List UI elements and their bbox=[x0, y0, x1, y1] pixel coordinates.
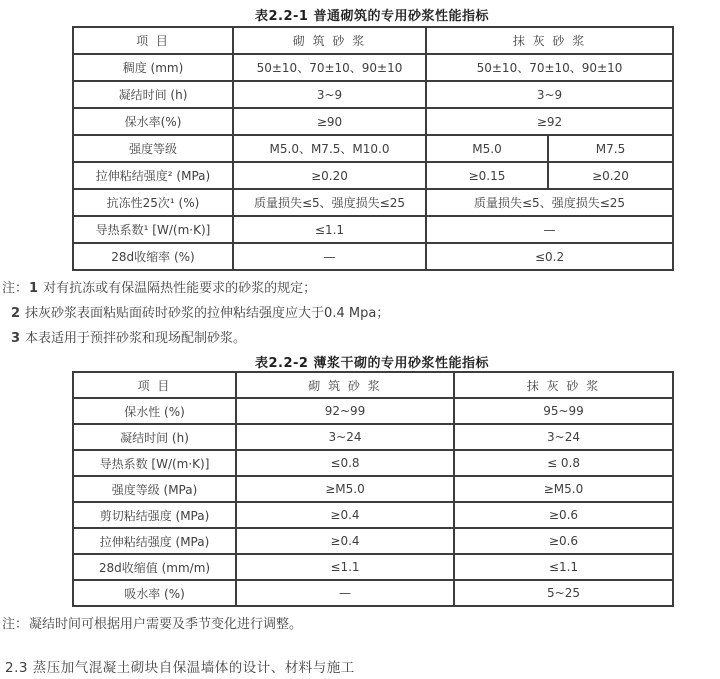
row-water-retention-label: 保水性 (%) bbox=[73, 398, 236, 424]
row-shrinkage-28d-plaster: ≤0.2 bbox=[426, 243, 673, 270]
row-thermal-conductivity-label: 导热系数 [W/(m·K)] bbox=[73, 450, 236, 476]
row-setting-time-label: 凝结时间 (h) bbox=[73, 424, 236, 450]
row-tensile-bond-plaster-m75: ≥0.20 bbox=[548, 162, 673, 189]
table2-header-plaster: 抹 灰 砂 浆 bbox=[454, 372, 673, 398]
table-row bbox=[73, 580, 673, 606]
row-water-absorption-plaster: 5~25 bbox=[454, 580, 673, 606]
table-row bbox=[73, 189, 673, 216]
note-text: 凝结时间可根据用户需要及季节变化进行调整。 bbox=[29, 617, 303, 632]
row-frost-resistance-masonry: 质量损失≤5、强度损失≤25 bbox=[233, 189, 426, 216]
table-row bbox=[73, 243, 673, 270]
row-thermal-conductivity-plaster: — bbox=[426, 216, 673, 243]
table-row bbox=[73, 398, 673, 424]
row-shrinkage-28d-label: 28d收缩值 (mm/m) bbox=[73, 554, 236, 580]
table1-header-plaster: 抹 灰 砂 浆 bbox=[426, 27, 673, 54]
row-strength-grade-plaster: ≥M5.0 bbox=[454, 476, 673, 502]
row-water-retention-plaster: 95~99 bbox=[454, 398, 673, 424]
note-line bbox=[2, 617, 302, 642]
note-text: 对有抗冻或有保温隔热性能要求的砂浆的规定； bbox=[43, 281, 317, 296]
section-heading-2-3: 2.3 蒸压加气混凝土砌块自保温墙体的设计、材料与施工 bbox=[5, 660, 355, 676]
row-tensile-bond-plaster: ≥0.6 bbox=[454, 528, 673, 554]
note-label: 注： bbox=[2, 281, 29, 296]
row-strength-grade-plaster-m50: M5.0 bbox=[426, 135, 548, 162]
table2-header-masonry: 砌 筑 砂 浆 bbox=[236, 372, 454, 398]
row-setting-time-masonry: 3~9 bbox=[233, 81, 426, 108]
note-text: 本表适用于预拌砂浆和现场配制砂浆。 bbox=[25, 331, 247, 346]
row-setting-time-masonry: 3~24 bbox=[236, 424, 454, 450]
row-thermal-conductivity-label: 导热系数¹ [W/(m·K)] bbox=[73, 216, 233, 243]
row-setting-time-plaster: 3~24 bbox=[454, 424, 673, 450]
table1-header-masonry: 砌 筑 砂 浆 bbox=[233, 27, 426, 54]
note-number: 1 bbox=[29, 281, 39, 296]
note-label: 注： bbox=[2, 617, 29, 632]
row-shrinkage-28d-label: 28d收缩率 (%) bbox=[73, 243, 233, 270]
table2-header-row bbox=[73, 372, 673, 398]
row-strength-grade-label: 强度等级 (MPa) bbox=[73, 476, 236, 502]
table-row bbox=[73, 216, 673, 243]
table-row bbox=[73, 108, 673, 135]
row-tensile-bond-label: 拉伸粘结强度 (MPa) bbox=[73, 528, 236, 554]
table1-header-item: 项 目 bbox=[73, 27, 233, 54]
row-tensile-bond-plaster-m50: ≥0.15 bbox=[426, 162, 548, 189]
row-consistency-masonry: 50±10、70±10、90±10 bbox=[233, 54, 426, 81]
table-row bbox=[73, 54, 673, 81]
row-strength-grade-plaster-m75: M7.5 bbox=[548, 135, 673, 162]
note-line-1 bbox=[2, 281, 389, 306]
table-row bbox=[73, 528, 673, 554]
row-shrinkage-28d-masonry: — bbox=[233, 243, 426, 270]
row-strength-grade-masonry: M5.0、M7.5、M10.0 bbox=[233, 135, 426, 162]
row-strength-grade-masonry: ≥M5.0 bbox=[236, 476, 454, 502]
table-row bbox=[73, 554, 673, 580]
table2-thin-bed-mortar bbox=[72, 371, 674, 607]
note-text: 抹灰砂浆表面粘贴面砖时砂浆的拉伸粘结强度应大于0.4 Mpa； bbox=[25, 306, 390, 321]
row-tensile-bond-label: 拉伸粘结强度² (MPa) bbox=[73, 162, 233, 189]
table2-note bbox=[2, 617, 302, 642]
table-row bbox=[73, 502, 673, 528]
row-water-retention-label: 保水率(%) bbox=[73, 108, 233, 135]
row-shear-bond-masonry: ≥0.4 bbox=[236, 502, 454, 528]
row-frost-resistance-plaster: 质量损失≤5、强度损失≤25 bbox=[426, 189, 673, 216]
row-thermal-conductivity-masonry: ≤1.1 bbox=[233, 216, 426, 243]
note-line-2 bbox=[2, 306, 389, 331]
row-tensile-bond-masonry: ≥0.4 bbox=[236, 528, 454, 554]
row-frost-resistance-label: 抗冻性25次¹ (%) bbox=[73, 189, 233, 216]
table-row bbox=[73, 424, 673, 450]
table1-notes bbox=[2, 281, 389, 356]
row-water-retention-masonry: 92~99 bbox=[236, 398, 454, 424]
row-shrinkage-28d-masonry: ≤1.1 bbox=[236, 554, 454, 580]
row-tensile-bond-masonry: ≥0.20 bbox=[233, 162, 426, 189]
table-row bbox=[73, 162, 673, 189]
table2-title: 表2.2-2 薄浆干砌的专用砂浆性能指标 bbox=[255, 356, 489, 371]
table2-header-item: 项 目 bbox=[73, 372, 236, 398]
table-row bbox=[73, 450, 673, 476]
row-consistency-label: 稠度 (mm) bbox=[73, 54, 233, 81]
table-row bbox=[73, 81, 673, 108]
note-number: 2 bbox=[11, 306, 21, 321]
table1-ordinary-masonry-mortar bbox=[72, 26, 674, 271]
row-water-retention-plaster: ≥92 bbox=[426, 108, 673, 135]
table1-title: 表2.2-1 普通砌筑的专用砂浆性能指标 bbox=[255, 9, 489, 24]
row-strength-grade-label: 强度等级 bbox=[73, 135, 233, 162]
row-water-absorption-label: 吸水率 (%) bbox=[73, 580, 236, 606]
row-shear-bond-label: 剪切粘结强度 (MPa) bbox=[73, 502, 236, 528]
row-water-retention-masonry: ≥90 bbox=[233, 108, 426, 135]
row-shrinkage-28d-plaster: ≤1.1 bbox=[454, 554, 673, 580]
row-water-absorption-masonry: — bbox=[236, 580, 454, 606]
row-shear-bond-plaster: ≥0.6 bbox=[454, 502, 673, 528]
row-thermal-conductivity-masonry: ≤0.8 bbox=[236, 450, 454, 476]
row-setting-time-plaster: 3~9 bbox=[426, 81, 673, 108]
row-setting-time-label: 凝结时间 (h) bbox=[73, 81, 233, 108]
table1-header-row bbox=[73, 27, 673, 54]
row-consistency-plaster: 50±10、70±10、90±10 bbox=[426, 54, 673, 81]
table-row bbox=[73, 476, 673, 502]
row-thermal-conductivity-plaster: ≤ 0.8 bbox=[454, 450, 673, 476]
note-number: 3 bbox=[11, 331, 21, 346]
table-row bbox=[73, 135, 673, 162]
